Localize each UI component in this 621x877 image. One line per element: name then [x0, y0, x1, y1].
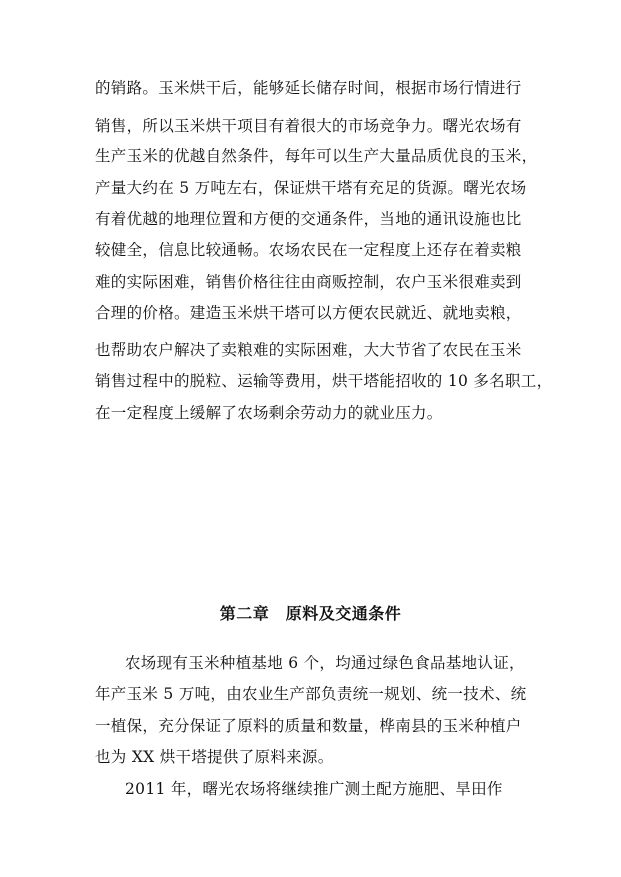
paragraph-2-line-3: 一植保，充分保证了原料的质量和数量，桦南县的玉米种植户: [95, 717, 522, 735]
paragraph-1-line-2: 销售，所以玉米烘干项目有着很大的市场竞争力。曙光农场有: [95, 117, 522, 135]
paragraph-2-line-4: 也为 XX 烘干塔提供了原料来源。: [95, 748, 334, 766]
paragraph-1-line-10: 销售过程中的脱粒、运输等费用，烘干塔能招收的 10 多名职工，: [95, 372, 553, 390]
paragraph-1-line-4: 产量大约在 5 万吨左右，保证烘干塔有充足的货源。曙光农场: [95, 179, 527, 197]
paragraph-3-line-1: 2011 年，曙光农场将继续推广测土配方施肥、旱田作: [125, 780, 503, 798]
paragraph-1-line-8: 合理的价格。建造玉米烘干塔可以方便农民就近、就地卖粮，: [95, 304, 522, 322]
paragraph-1-line-7: 难的实际困难，销售价格往往由商贩控制，农户玉米很难卖到: [95, 273, 522, 291]
paragraph-1-line-1: 的销路。玉米烘干后，能够延长储存时间，根据市场行情进行: [95, 79, 522, 97]
paragraph-1-line-6: 较健全，信息比较通畅。农场农民在一定程度上还存在着卖粮: [95, 241, 522, 259]
paragraph-2-line-1: 农场现有玉米种植基地 6 个，均通过绿色食品基地认证，: [125, 654, 525, 672]
paragraph-1-line-5: 有着优越的地理位置和方便的交通条件，当地的通讯设施也比: [95, 210, 522, 228]
paragraph-1-line-3: 生产玉米的优越自然条件，每年可以生产大量品质优良的玉米，: [95, 147, 538, 165]
chapter-title: 第二章 原料及交通条件: [219, 604, 402, 623]
paragraph-1-line-11: 在一定程度上缓解了农场剩余劳动力的就业压力。: [95, 404, 443, 422]
paragraph-2-line-2: 年产玉米 5 万吨，由农业生产部负责统一规划、统一技术、统: [95, 685, 527, 703]
paragraph-1-line-9: 也帮助农户解决了卖粮难的实际困难，大大节省了农民在玉米: [95, 341, 522, 359]
